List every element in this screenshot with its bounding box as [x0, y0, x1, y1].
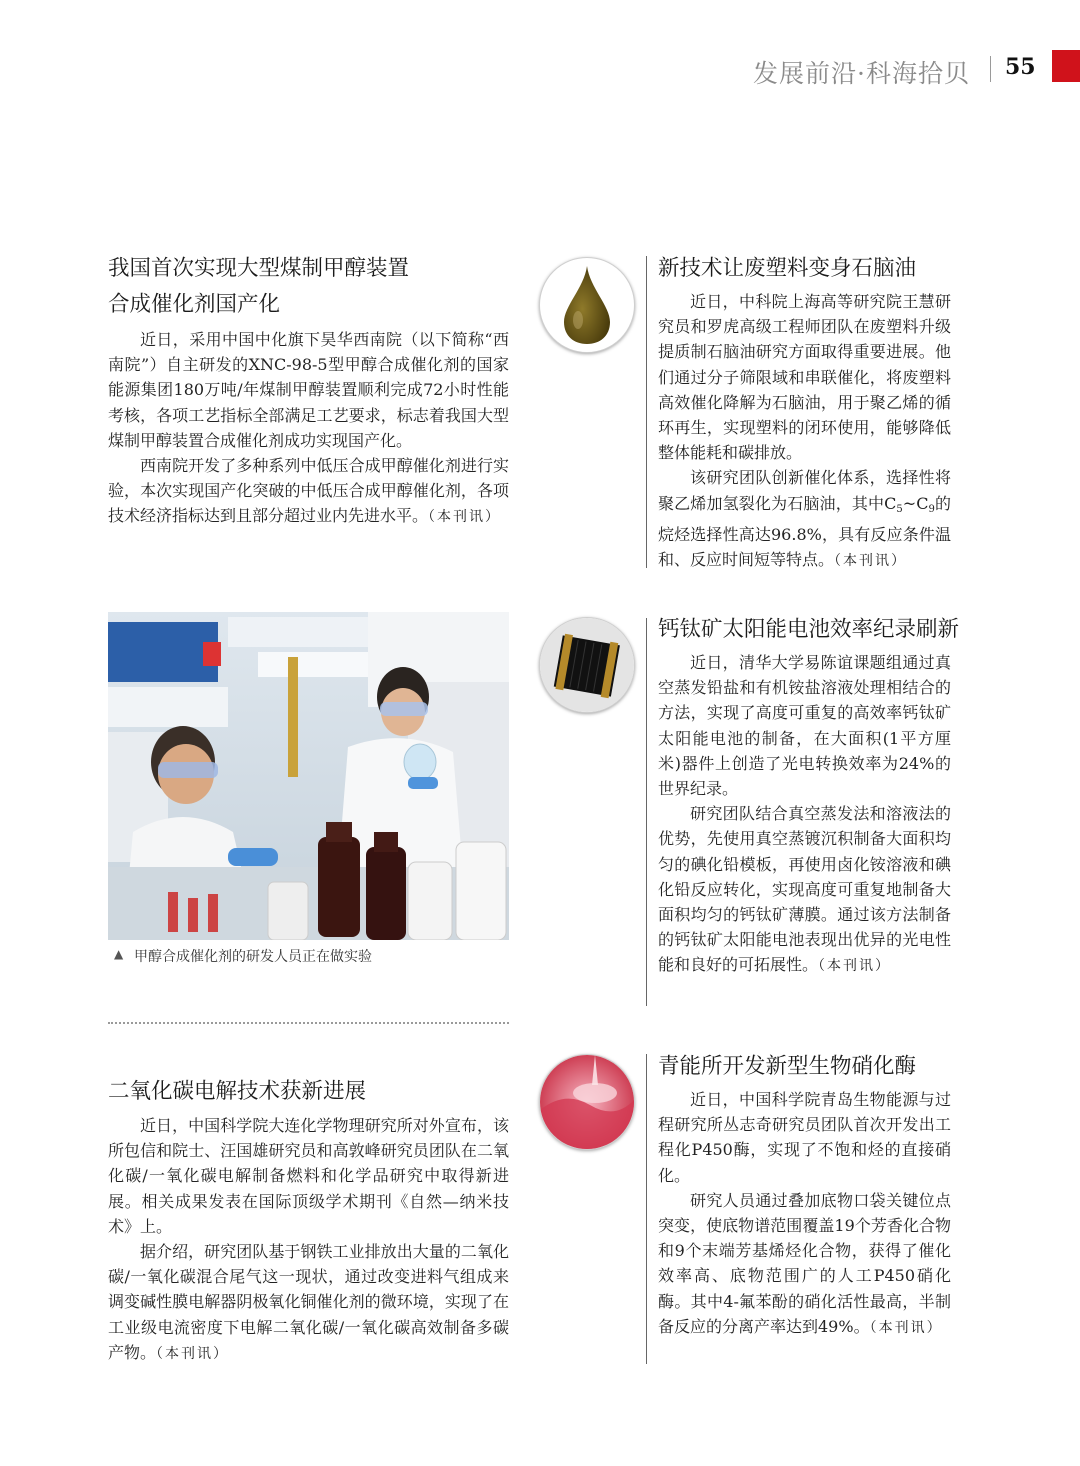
article-perovskite-p1: 近日，清华大学易陈谊课题组通过真空蒸发铅盐和有机铵盐溶液处理相结合的方法，实现了高度可重复的高效率钙钛矿太阳能电池的制备，在大面积(1平方厘米)器件上创造了光电转换效率为24%的世界纪录。 [658, 653, 951, 799]
article-co2-title: 二氧化碳电解技术获新进展 [108, 1079, 367, 1104]
article-plastic-title: 新技术让废塑料变身石脑油 [658, 256, 917, 281]
article-methanol-title-line2: 合成催化剂国产化 [108, 292, 281, 317]
article-plastic-p2: 该研究团队创新催化体系，选择性将聚乙烯加氢裂化为石脑油，其中$C_5\sim C_9$的烷烃选择性高达96.8%，具有反应条件温和、反应时间短等特点。（本刊讯） [658, 468, 951, 570]
article-perovskite-p2: 研究团队结合真空蒸发法和溶液法的优势，先使用真空蒸镀沉积制备大面积均匀的碘化铅模板，再使用卤化铵溶液和碘化铅反应转化，实现高度可重复地制备大面积均匀的钙钛矿薄膜。通过该方法制备的钙钛矿太阳能电池表现出优异的光电性能和良好的可拓展性。 [658, 804, 951, 975]
article-co2-p2: 据介绍，研究团队基于钢铁工业排放出大量的二氧化碳/一氧化碳混合尾气这一现状，通过改变进料气组成来调变碱性膜电解器阴极氧化铜催化剂的微环境，实现了在工业级电流密度下电解二氧化碳/一氧化碳高效制备多碳产物。 [108, 1242, 509, 1362]
article-plastic-p1: 近日，中科院上海高等研究院王慧研究员和罗虎高级工程师团队在废塑料升级提质制石脑油研究方面取得重要进展。他们通过分子筛限域和串联催化，将废塑料高效催化降解为石脑油，用于聚乙烯的循环再生，实现塑料的闭环使用，能够降低整体能耗和碳排放。 [658, 292, 951, 463]
article-co2-p1: 近日，中国科学院大连化学物理研究所对外宣布，该所包信和院士、汪国雄研究员和高敦峰研究员团队在二氧化碳/一氧化碳电解制备燃料和化学品研究中取得新进展。相关成果发表在国际顶级学术期刊《自然—纳米技术》上。 [108, 1116, 509, 1236]
header-divider [990, 56, 991, 82]
column-rule-3 [646, 1054, 647, 1364]
article-plastic-body [658, 289, 951, 574]
article-enzyme-p2: 研究人员通过叠加底物口袋关键位点突变，使底物谱范围覆盖19个芳香化合物和9个末端芳基烯烃化合物，获得了催化效率高、底物范围广的人工P450硝化酶。其中4-氟苯酚的硝化活性最高，半制备反应的分离产率达到49%。 [658, 1190, 951, 1336]
page-number: 55 [1005, 54, 1036, 80]
article-perovskite-body [658, 650, 951, 980]
article-co2-body [108, 1113, 509, 1367]
article-methanol-body [108, 327, 509, 531]
article-perovskite-title: 钙钛矿太阳能电池效率纪录刷新 [658, 617, 960, 642]
article-methanol-title [108, 251, 528, 323]
triangle-up-icon: ▲ [114, 947, 124, 961]
dotted-divider [108, 1022, 509, 1024]
article-methanol-title-line1: 我国首次实现大型煤制甲醇装置 [108, 256, 410, 281]
article-enzyme-body [658, 1087, 951, 1341]
article-enzyme-source: （本刊讯） [869, 1319, 943, 1336]
enzyme-liquid-icon [539, 1054, 635, 1150]
accent-bar [1052, 50, 1080, 82]
column-rule-2 [646, 618, 647, 1006]
article-enzyme-title: 青能所开发新型生物硝化酶 [658, 1054, 917, 1079]
article-enzyme-p1: 近日，中国科学院青岛生物能源与过程研究所丛志奇研究员团队首次开发出工程化P450酶，实现了不饱和烃的直接硝化。 [658, 1090, 951, 1185]
article-perovskite-source: （本刊讯） [818, 958, 892, 975]
article-methanol-source: （本刊讯） [428, 509, 502, 526]
article-methanol-p1: 近日，采用中国中化旗下昊华西南院（以下简称“西南院”）自主研发的XNC-98-5型甲醇合成催化剂的国家能源集团180万吨/年煤制甲醇装置顺利完成72小时性能考核，各项工艺指标全部满足工艺要求，标志着我国大型煤制甲醇装置合成催化剂成功实现国产化。 [108, 330, 509, 450]
lab-photo-illustration [108, 612, 509, 940]
column-rule-1 [646, 256, 647, 568]
photo-caption [114, 946, 372, 966]
photo-caption-text: 甲醇合成催化剂的研发人员正在做实验 [134, 949, 372, 965]
solar-cell-icon [539, 617, 635, 713]
lab-photo [108, 612, 509, 940]
article-methanol-p2: 西南院开发了多种系列中低压合成甲醇催化剂进行实验，本次实现国产化突破的中低压合成甲醇催化剂，各项技术经济指标达到且部分超过业内先进水平。 [108, 456, 509, 526]
oil-drop-icon [539, 257, 635, 353]
page-header [0, 50, 1080, 90]
article-co2-source: （本刊讯） [156, 1345, 230, 1362]
article-plastic-source: （本刊讯） [834, 553, 908, 570]
section-title: 发展前沿·科海拾贝 [753, 59, 970, 88]
